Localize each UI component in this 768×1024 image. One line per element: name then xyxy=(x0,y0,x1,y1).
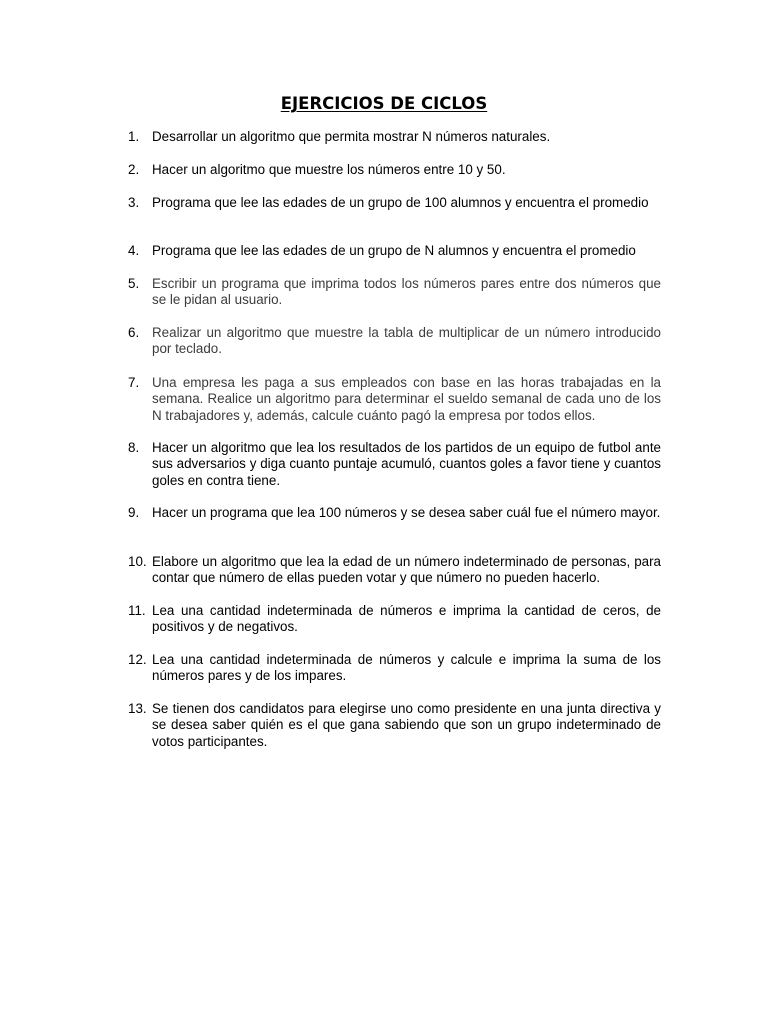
exercise-number: 12. xyxy=(128,652,147,667)
exercise-text: Hacer un programa que lea 100 números y se desea saber cuál fue el número mayor. xyxy=(152,505,661,520)
exercise-text: Hacer un algoritmo que lea los resultados de los partidos de un equipo de futbol ante sus adversarios y diga cuanto puntaje acumuló, cuantos goles a favor tiene y cuantos goles en contra tiene. xyxy=(152,440,661,488)
exercise-text: Hacer un algoritmo que muestre los números entre 10 y 50. xyxy=(152,162,506,177)
exercise-item xyxy=(128,375,661,424)
exercise-item xyxy=(128,554,661,587)
exercise-number: 8. xyxy=(128,440,140,455)
exercise-item xyxy=(128,603,661,636)
exercise-number: 2. xyxy=(128,162,140,177)
exercise-item xyxy=(128,440,661,489)
exercise-number: 9. xyxy=(128,505,140,520)
exercise-text: Programa que lee las edades de un grupo de 100 alumnos y encuentra el promedio xyxy=(152,195,649,210)
exercise-number: 3. xyxy=(128,195,140,210)
exercise-text: Elabore un algoritmo que lea la edad de un número indeterminado de personas, para contar que número de ellas pueden votar y que número no pueden hacerlo. xyxy=(152,554,661,586)
exercise-number: 5. xyxy=(128,276,140,291)
exercise-text: Lea una cantidad indeterminada de números y calcule e imprima la suma de los números pares y de los impares. xyxy=(152,652,661,684)
exercise-item xyxy=(128,325,661,358)
exercise-item xyxy=(128,162,661,178)
exercise-number: 11. xyxy=(128,603,146,618)
document-title: EJERCICIOS DE CICLOS xyxy=(280,94,488,113)
exercise-text: Lea una cantidad indeterminada de números e imprima la cantidad de ceros, de positivos y de negativos. xyxy=(152,603,661,635)
exercise-item xyxy=(128,195,661,211)
exercise-text: Se tienen dos candidatos para elegirse uno como presidente en una junta directiva y se desea saber quién es el que gana sabiendo que son un grupo indeterminado de votos participantes. xyxy=(152,701,661,749)
exercise-text: Desarrollar un algoritmo que permita mostrar N números naturales. xyxy=(152,129,551,144)
exercise-number: 4. xyxy=(128,243,140,258)
exercise-text: Una empresa les paga a sus empleados con base en las horas trabajadas en la semana. Realice un algoritmo para determinar el sueldo semanal de cada uno de los N trabajadores y, además, calcule cuánto pagó la empresa por todos ellos. xyxy=(152,375,661,423)
exercise-number: 7. xyxy=(128,375,140,390)
exercise-text: Realizar un algoritmo que muestre la tabla de multiplicar de un número introducido por teclado. xyxy=(152,325,661,357)
exercise-item xyxy=(128,276,661,309)
exercise-item xyxy=(128,505,661,521)
exercise-number: 10. xyxy=(128,554,147,569)
exercise-item xyxy=(128,652,661,685)
exercise-text: Programa que lee las edades de un grupo de N alumnos y encuentra el promedio xyxy=(152,243,636,258)
exercise-number: 6. xyxy=(128,325,140,340)
exercise-item xyxy=(128,243,661,259)
exercise-text: Escribir un programa que imprima todos los números pares entre dos números que se le pidan al usuario. xyxy=(152,276,661,308)
exercise-number: 1. xyxy=(128,129,140,144)
exercise-item xyxy=(128,701,661,750)
exercise-item xyxy=(128,129,661,145)
exercise-number: 13. xyxy=(128,701,147,716)
